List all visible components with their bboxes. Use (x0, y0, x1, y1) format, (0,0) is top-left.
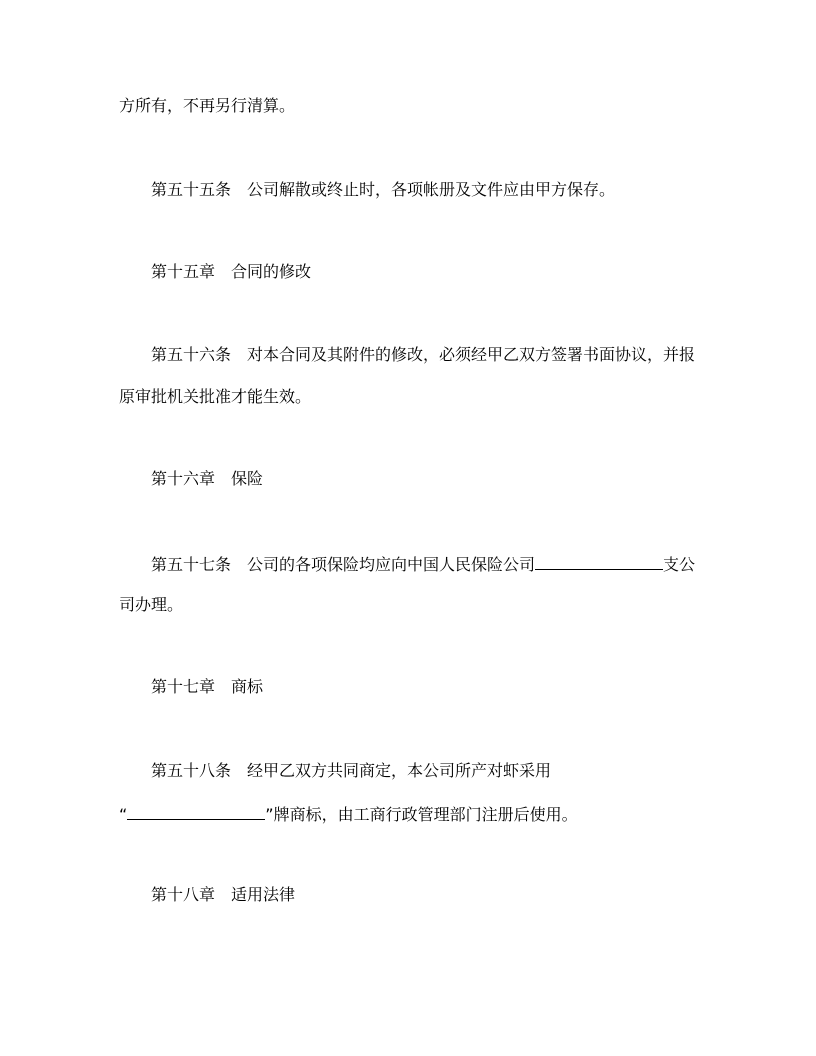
article-55: 第五十五条 公司解散或终止时，各项帐册及文件应由甲方保存。 (151, 180, 616, 199)
article-58-text-end: ”牌商标，由工商行政管理部门注册后使用。 (265, 805, 578, 824)
chapter-16-heading: 第十六章 保险 (151, 469, 264, 488)
article-58-line-2 (119, 803, 578, 825)
article-57-line-1 (151, 553, 695, 575)
chapter-17-heading: 第十七章 商标 (151, 677, 264, 696)
article-58-line-1: 第五十八条 经甲乙双方共同商定，本公司所产对虾采用 (151, 761, 552, 780)
paragraph-line: 方所有，不再另行清算。 (119, 96, 296, 115)
insurance-branch-blank (535, 553, 663, 570)
article-56-line-1: 第五十六条 对本合同及其附件的修改，必须经甲乙双方签署书面协议，并报 (151, 345, 696, 364)
chapter-18-heading: 第十八章 适用法律 (151, 885, 296, 904)
article-57-line-2: 司办理。 (119, 595, 184, 614)
open-quote: “ (119, 805, 128, 824)
trademark-name-blank (127, 803, 265, 820)
article-57-text-start: 第五十七条 公司的各项保险均应向中国人民保险公司 (151, 555, 536, 574)
article-56-line-2: 原审批机关批准才能生效。 (119, 387, 312, 406)
article-57-text-end: 支公 (663, 555, 696, 574)
chapter-15-heading: 第十五章 合同的修改 (151, 262, 312, 281)
